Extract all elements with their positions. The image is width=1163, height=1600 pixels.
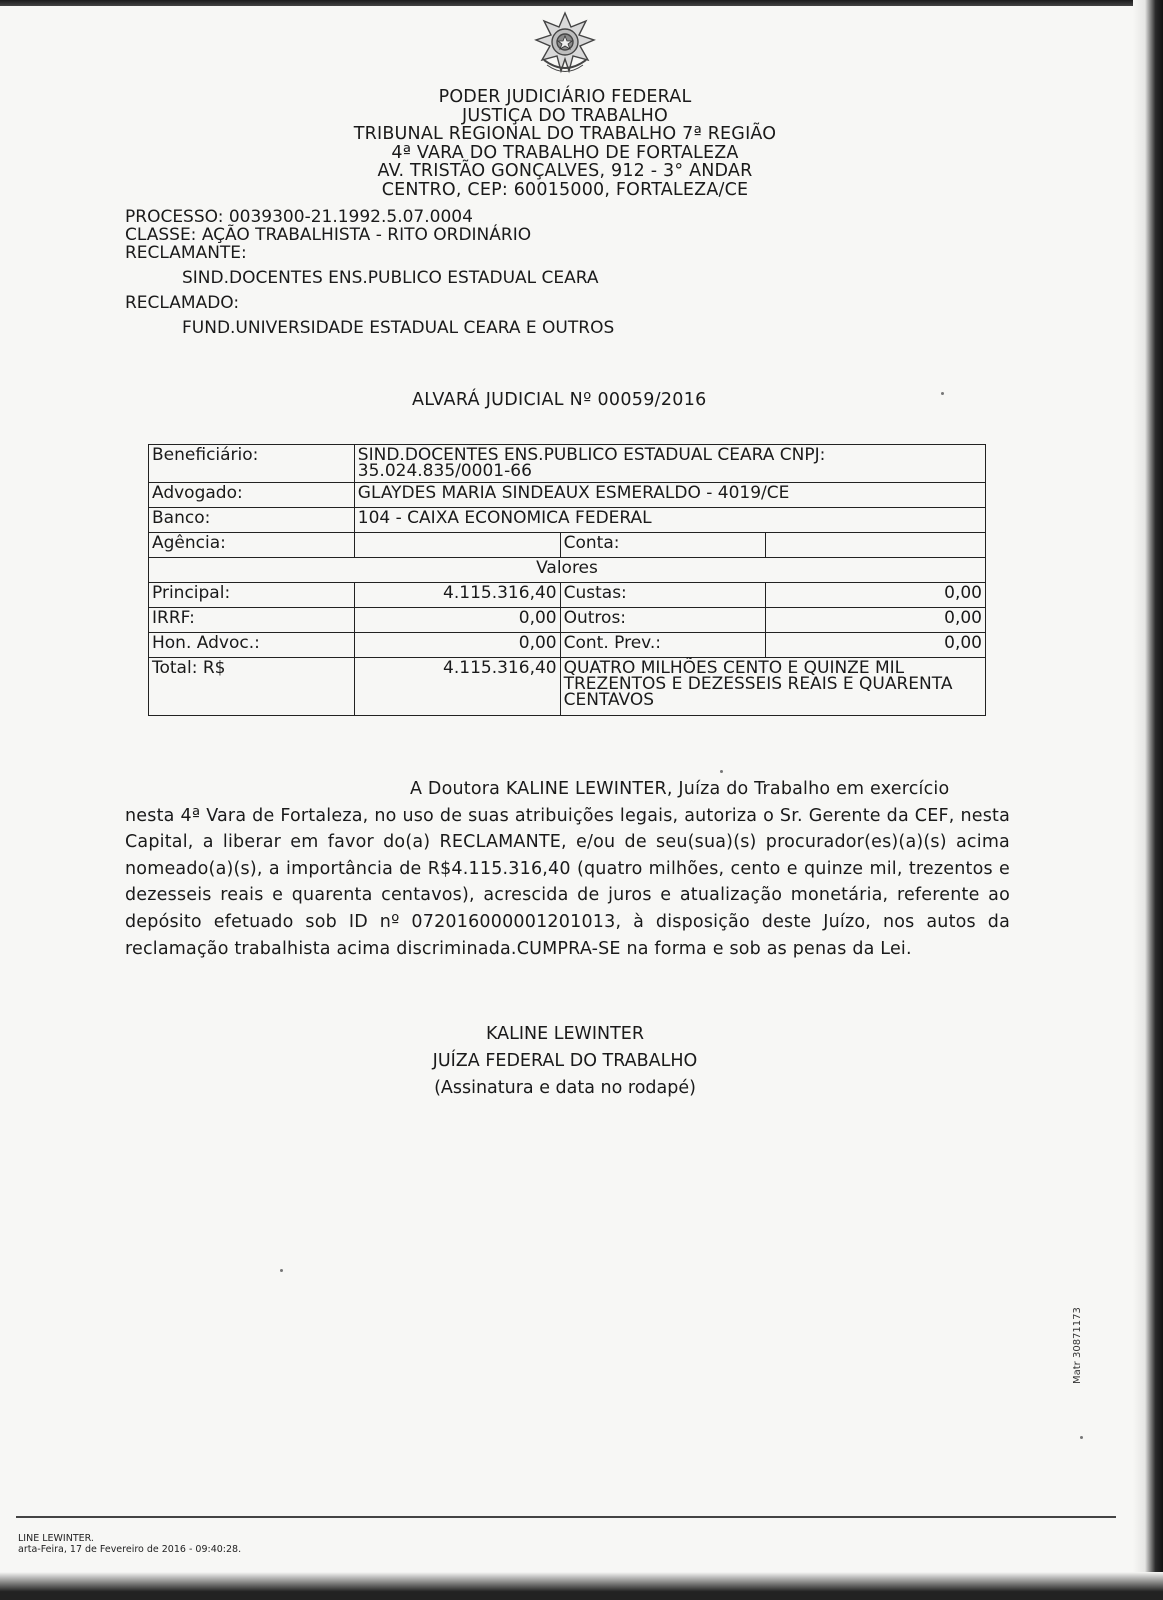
processo-line: PROCESSO: 0039300-21.1992.5.07.0004 — [125, 207, 473, 227]
signature-footer — [18, 1533, 241, 1555]
table-row — [149, 558, 986, 583]
side-stamp: Matr 30871173 — [1072, 1307, 1083, 1384]
table-row — [149, 633, 986, 658]
paragraph-first-line: A Doutora KALINE LEWINTER, Juíza do Trabalho em exercício — [410, 779, 950, 799]
header-line: 4ª VARA DO TRABALHO DE FORTALEZA — [391, 142, 739, 163]
table-row — [149, 533, 986, 558]
total-extenso: QUATRO MILHÕES CENTO E QUINZE MIL TREZENTOS E DEZESSEIS REAIS E QUARENTA CENTAVOS — [560, 658, 985, 716]
total-label: Total: R$ — [149, 658, 355, 716]
scan-edge-right — [1133, 0, 1163, 1600]
header-line: TRIBUNAL REGIONAL DO TRABALHO 7ª REGIÃO — [353, 124, 777, 144]
irrf-label: IRRF: — [149, 608, 355, 633]
header-line: AV. TRISTÃO GONÇALVES, 912 - 3° ANDAR — [377, 161, 753, 181]
banco-label: Banco: — [149, 508, 355, 533]
conta-value — [766, 533, 986, 558]
advogado-label: Advogado: — [149, 483, 355, 508]
custas-value: 0,00 — [766, 583, 986, 608]
principal-value: 4.115.316,40 — [354, 583, 560, 608]
beneficiario-label: Beneficiário: — [149, 445, 355, 483]
footer-divider — [16, 1516, 1116, 1518]
judge-name: KALINE LEWINTER — [485, 1024, 645, 1044]
scan-speck — [280, 1269, 283, 1272]
footer-timestamp: arta-Feira, 17 de Fevereiro de 2016 - 09:40:28. — [18, 1544, 242, 1555]
paragraph-body: nesta 4ª Vara de Fortaleza, no uso de suas atribuições legais, autoriza o Sr. Gerente da CEF, nesta Capital, a liberar em favor do(a) RECLAMANTE, e/ou de seu(sua)(s) procurador(es)(a)(s) acima nomeado(a)(s), a importância de R$4.115.316,40 (quatro milhões, cento e quinze mil, trezentos e dezesseis reais e quarenta centavos), acrescida de juros e atualização monetária, referente ao depósito efetuado sob ID nº 072016000001201013, à disposição deste Juízo, nos autos da reclamação trabalhista acima discriminada.CUMPRA-SE na forma e sob as penas da Lei. — [125, 805, 1010, 959]
principal-label: Principal: — [149, 583, 355, 608]
reclamado-label: RECLAMADO: — [125, 293, 240, 313]
beneficiario-value: SIND.DOCENTES ENS.PUBLICO ESTADUAL CEARA CNPJ: 35.024.835/0001-66 — [354, 445, 985, 483]
footer-signer: LINE LEWINTER. — [18, 1533, 94, 1544]
court-header — [240, 88, 890, 199]
alvara-title: ALVARÁ JUDICIAL Nº 00059/2016 — [412, 390, 707, 410]
table-row — [149, 658, 986, 716]
cont-prev-label: Cont. Prev.: — [560, 633, 766, 658]
custas-label: Custas: — [560, 583, 766, 608]
agencia-value — [354, 533, 560, 558]
cont-prev-value: 0,00 — [766, 633, 986, 658]
case-info — [125, 208, 614, 337]
outros-label: Outros: — [560, 608, 766, 633]
advogado-value: GLAYDES MARIA SINDEAUX ESMERALDO - 4019/CE — [354, 483, 985, 508]
reclamado-name: FUND.UNIVERSIDADE ESTADUAL CEARA E OUTROS — [182, 318, 615, 338]
reclamante-name: SIND.DOCENTES ENS.PUBLICO ESTADUAL CEARA — [182, 268, 599, 288]
table-row — [149, 608, 986, 633]
table-row — [149, 445, 986, 483]
outros-value: 0,00 — [766, 608, 986, 633]
valores-header: Valores — [149, 558, 986, 583]
hon-advoc-value: 0,00 — [354, 633, 560, 658]
header-line: PODER JUDICIÁRIO FEDERAL — [438, 87, 692, 107]
scan-edge-top — [0, 0, 1163, 6]
header-line: JUSTIÇA DO TRABALHO — [461, 105, 669, 126]
table-row — [149, 583, 986, 608]
signature-block — [420, 1021, 710, 1102]
classe-line: CLASSE: AÇÃO TRABALHISTA - RITO ORDINÁRIO — [125, 225, 532, 245]
irrf-value: 0,00 — [354, 608, 560, 633]
header-line: CENTRO, CEP: 60015000, FORTALEZA/CE — [381, 179, 749, 200]
alvara-table — [148, 444, 986, 716]
agencia-label: Agência: — [149, 533, 355, 558]
hon-advoc-label: Hon. Advoc.: — [149, 633, 355, 658]
scan-edge-bottom — [0, 1572, 1163, 1600]
coat-of-arms-emblem — [530, 10, 600, 80]
signature-note: (Assinatura e data no rodapé) — [434, 1078, 696, 1098]
table-row — [149, 483, 986, 508]
authorization-paragraph — [125, 776, 1010, 962]
scan-speck — [720, 770, 723, 773]
judge-role: JUÍZA FEDERAL DO TRABALHO — [432, 1051, 698, 1071]
total-value: 4.115.316,40 — [354, 658, 560, 716]
scan-speck — [1080, 1436, 1083, 1439]
scan-speck — [941, 392, 944, 395]
conta-label: Conta: — [560, 533, 766, 558]
banco-value: 104 - CAIXA ECONOMICA FEDERAL — [354, 508, 985, 533]
table-row — [149, 508, 986, 533]
reclamante-label: RECLAMANTE: — [125, 243, 247, 263]
